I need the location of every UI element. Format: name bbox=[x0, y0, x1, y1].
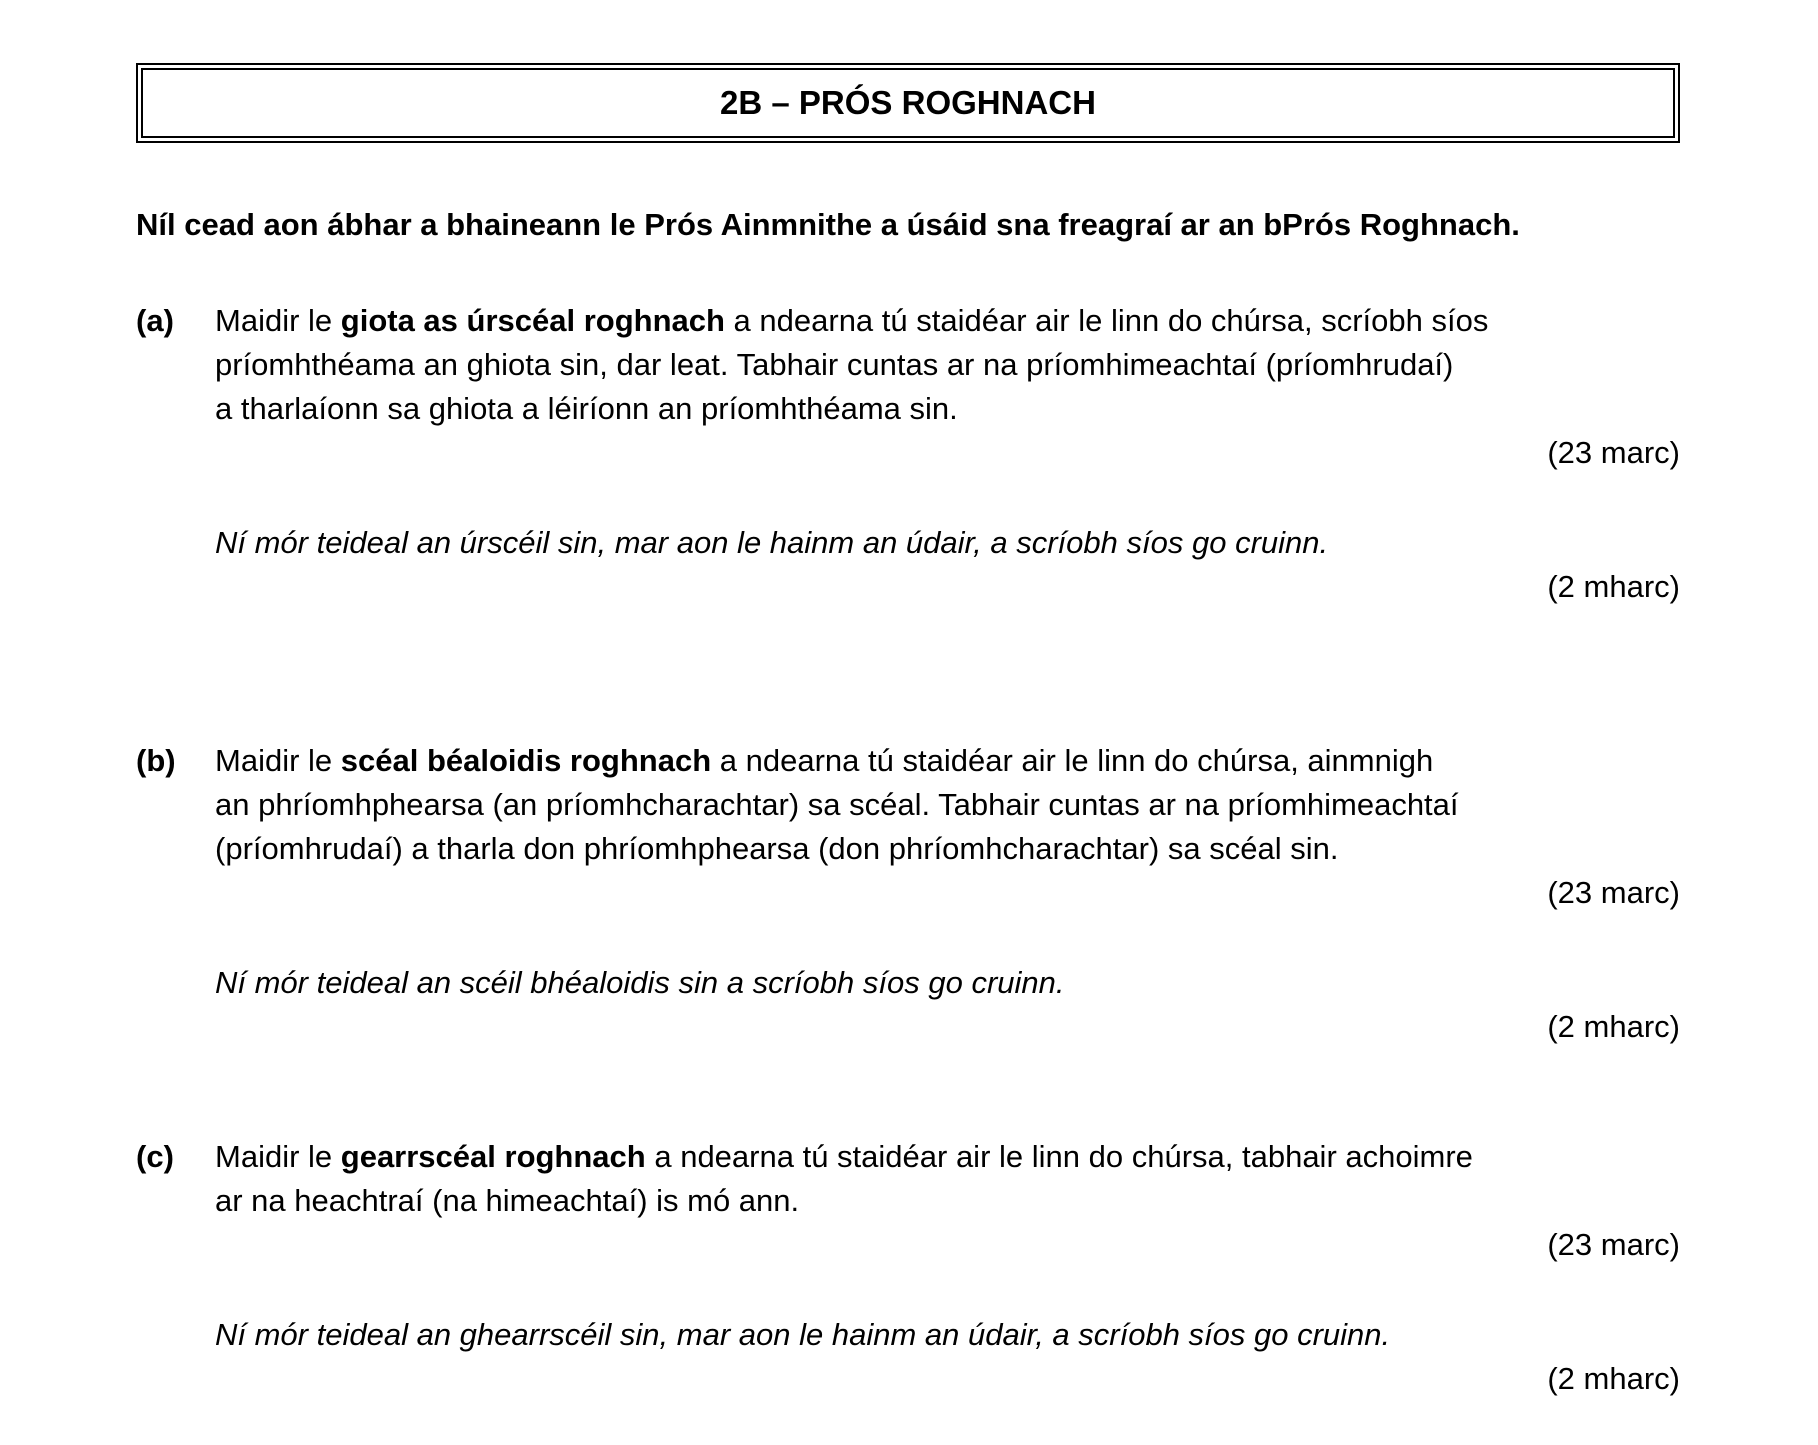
question-text-segment: a ndearna tú staidéar air le linn do chúrsa, tabhair achoimre bbox=[645, 1139, 1473, 1174]
question-c-label: (c) bbox=[136, 1139, 174, 1174]
question-b-note: Ní mór teideal an scéil bhéaloidis sin a scríobh síos go cruinn. bbox=[215, 965, 1065, 1000]
page-title: 2B – PRÓS ROGHNACH bbox=[720, 84, 1096, 121]
question-a-text bbox=[215, 299, 1680, 431]
question-text-line bbox=[215, 343, 1680, 387]
question-text-line bbox=[215, 1179, 1680, 1223]
question-b-row bbox=[136, 739, 1680, 871]
question-text-line bbox=[215, 1135, 1680, 1179]
question-c-note-marks: (2 mharc) bbox=[1547, 1361, 1680, 1396]
question-c-note: Ní mór teideal an ghearrscéil sin, mar aon le hainm an údair, a scríobh síos go cruinn. bbox=[215, 1317, 1391, 1352]
section-title-box bbox=[136, 63, 1680, 143]
section-title-box-inner bbox=[141, 68, 1675, 138]
question-text-segment: a tharlaíonn sa ghiota a léiríonn an príomhthéama sin. bbox=[215, 391, 958, 426]
question-text-segment: ar na heachtraí (na himeachtaí) is mó ann. bbox=[215, 1183, 800, 1218]
question-text-segment: Maidir le bbox=[215, 1139, 341, 1174]
question-text-bold: giota as úrscéal roghnach bbox=[340, 303, 725, 338]
question-b-marks: (23 marc) bbox=[1547, 875, 1680, 910]
question-text-segment: (príomhrudaí) a tharla don phríomhphearsa (don phríomhcharachtar) sa scéal sin. bbox=[215, 831, 1339, 866]
question-c-text bbox=[215, 1135, 1680, 1223]
question-a-marks: (23 marc) bbox=[1547, 435, 1680, 470]
question-text-bold: scéal béaloidis roghnach bbox=[340, 743, 712, 778]
question-text-line bbox=[215, 783, 1680, 827]
question-text-segment: a ndearna tú staidéar air le linn do chúrsa, ainmnigh bbox=[711, 743, 1434, 778]
question-text-line bbox=[215, 387, 1680, 431]
question-a-label: (a) bbox=[136, 303, 174, 338]
question-c-row bbox=[136, 1135, 1680, 1223]
question-b-text bbox=[215, 739, 1680, 871]
question-text-segment: Maidir le bbox=[215, 743, 341, 778]
instruction-statement: Níl cead aon ábhar a bhaineann le Prós Ainmnithe a úsáid sna freagraí ar an bPrós Roghnach. bbox=[136, 207, 1520, 242]
question-text-line bbox=[215, 739, 1680, 783]
question-a bbox=[136, 299, 1680, 609]
question-a-row bbox=[136, 299, 1680, 431]
question-text-segment: a ndearna tú staidéar air le linn do chúrsa, scríobh síos bbox=[724, 303, 1489, 338]
question-text-line bbox=[215, 827, 1680, 871]
question-text-line bbox=[215, 299, 1680, 343]
question-b bbox=[136, 739, 1680, 1049]
question-text-bold: gearrscéal roghnach bbox=[340, 1139, 646, 1174]
question-text-segment: Maidir le bbox=[215, 303, 341, 338]
question-b-note-marks: (2 mharc) bbox=[1547, 1009, 1680, 1044]
question-a-note: Ní mór teideal an úrscéil sin, mar aon le hainm an údair, a scríobh síos go cruinn. bbox=[215, 525, 1329, 560]
question-a-note-marks: (2 mharc) bbox=[1547, 569, 1680, 604]
question-text-segment: an phríomhphearsa (an príomhcharachtar) sa scéal. Tabhair cuntas ar na príomhimeachtaí bbox=[215, 787, 1459, 822]
question-c-marks: (23 marc) bbox=[1547, 1227, 1680, 1262]
question-c bbox=[136, 1135, 1680, 1401]
question-text-segment: príomhthéama an ghiota sin, dar leat. Tabhair cuntas ar na príomhimeachtaí (príomhrudaí) bbox=[215, 347, 1454, 382]
question-b-label: (b) bbox=[136, 743, 176, 778]
